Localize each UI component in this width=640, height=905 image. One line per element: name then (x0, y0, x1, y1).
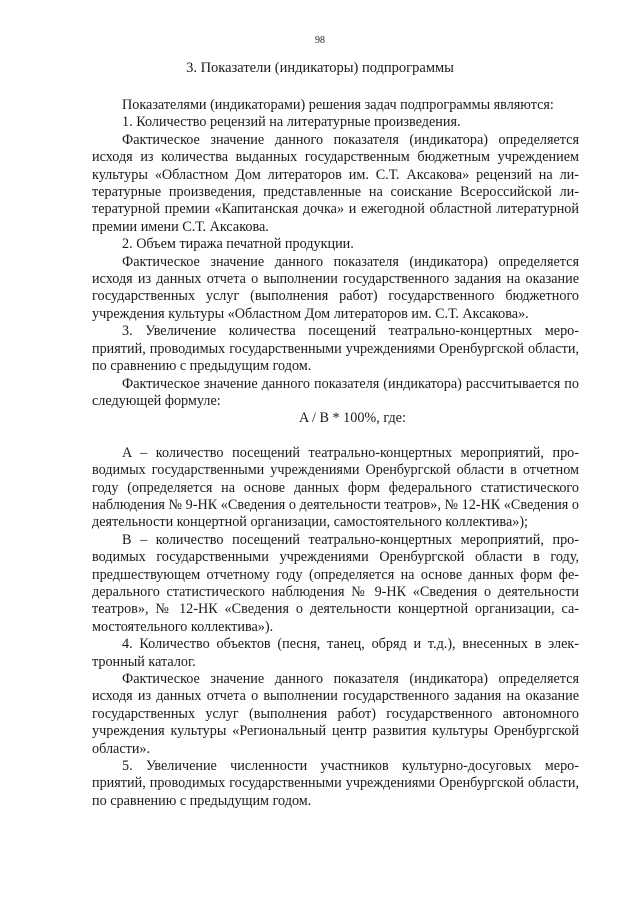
document-body (92, 97, 579, 810)
formula-variable-b: B – количество посещений театрально-концертных мероприятий, проводимых государственными учреждениями Оренбургской области в году, предшествующем отчетному году (определяется на основе данных форм федерального статистического наблюдения № 9-НК «Сведения о деятельности театров», № 12-НК «Сведения о деятельности концертной организации, самостоятельного коллектива»). (92, 531, 579, 635)
section-title: 3. Показатели (индикаторы) подпрограммы (186, 60, 454, 76)
indicator-2-description: Фактическое значение данного показателя (индикатора) определяется исходя из данных отчета о выполнении государственного задания на оказание государственных услуг (выполнения работ) государственного бюджетного учреждения культуры «Областном Дом литераторов им. С.Т. Аксакова». (92, 253, 579, 322)
indicator-3-heading: 3. Увеличение количества посещений театрально-концертных мероприятий, проводимых государственными учреждениями Оренбургской области, по сравнению с предыдущим годом. (92, 323, 579, 375)
indicator-4-heading: 4. Количество объектов (песня, танец, обряд и т.д.), внесенных в электронный каталог. (92, 636, 579, 670)
indicator-3-description: Фактическое значение данного показателя (индикатора) рассчитывается по следующей формуле: (92, 375, 579, 409)
indicator-1-description: Фактическое значение данного показателя (индикатора) определяется исходя из количества выданных государственным бюджетным учреждением культуры «Областном Дом литераторов им. С.Т. Аксакова» рецензий на литературные произведения, представленные на соискание Всероссийской литературной премии «Капитанская дочка» и ежегодной областной литературной премии имени С.Т. Аксакова. (92, 131, 579, 235)
indicator-1-heading: 1. Количество рецензий на литературные произведения. (122, 114, 461, 131)
indicator-4-description: Фактическое значение данного показателя (индикатора) определяется исходя из данных отчета о выполнении государственного задания на оказание государственных услуг (выполнения работ) государственного автономного учреждения культуры «Региональный центр развития культуры Оренбургской области». (92, 671, 579, 757)
indicator-2-heading: 2. Объем тиража печатной продукции. (122, 236, 354, 253)
formula-variable-a: A – количество посещений театрально-концертных мероприятий, проводимых государственными учреждениями Оренбургской области в отчетном году (определяется на основе данных форм федерального статистического наблюдения № 9-НК «Сведения о деятельности театров», № 12-НК «Сведения о деятельности концертной организации, самостоятельного коллектива»); (92, 444, 579, 531)
formula: A / B * 100%, где: (299, 410, 406, 427)
indicator-5-heading: 5. Увеличение численности участников культурно-досуговых мероприятий, проводимых государственными учреждениями Оренбургской области, по сравнению с предыдущим годом. (92, 758, 579, 809)
page-number: 98 (315, 35, 325, 46)
intro-paragraph: Показателями (индикаторами) решения задач подпрограммы являются: (122, 97, 554, 113)
